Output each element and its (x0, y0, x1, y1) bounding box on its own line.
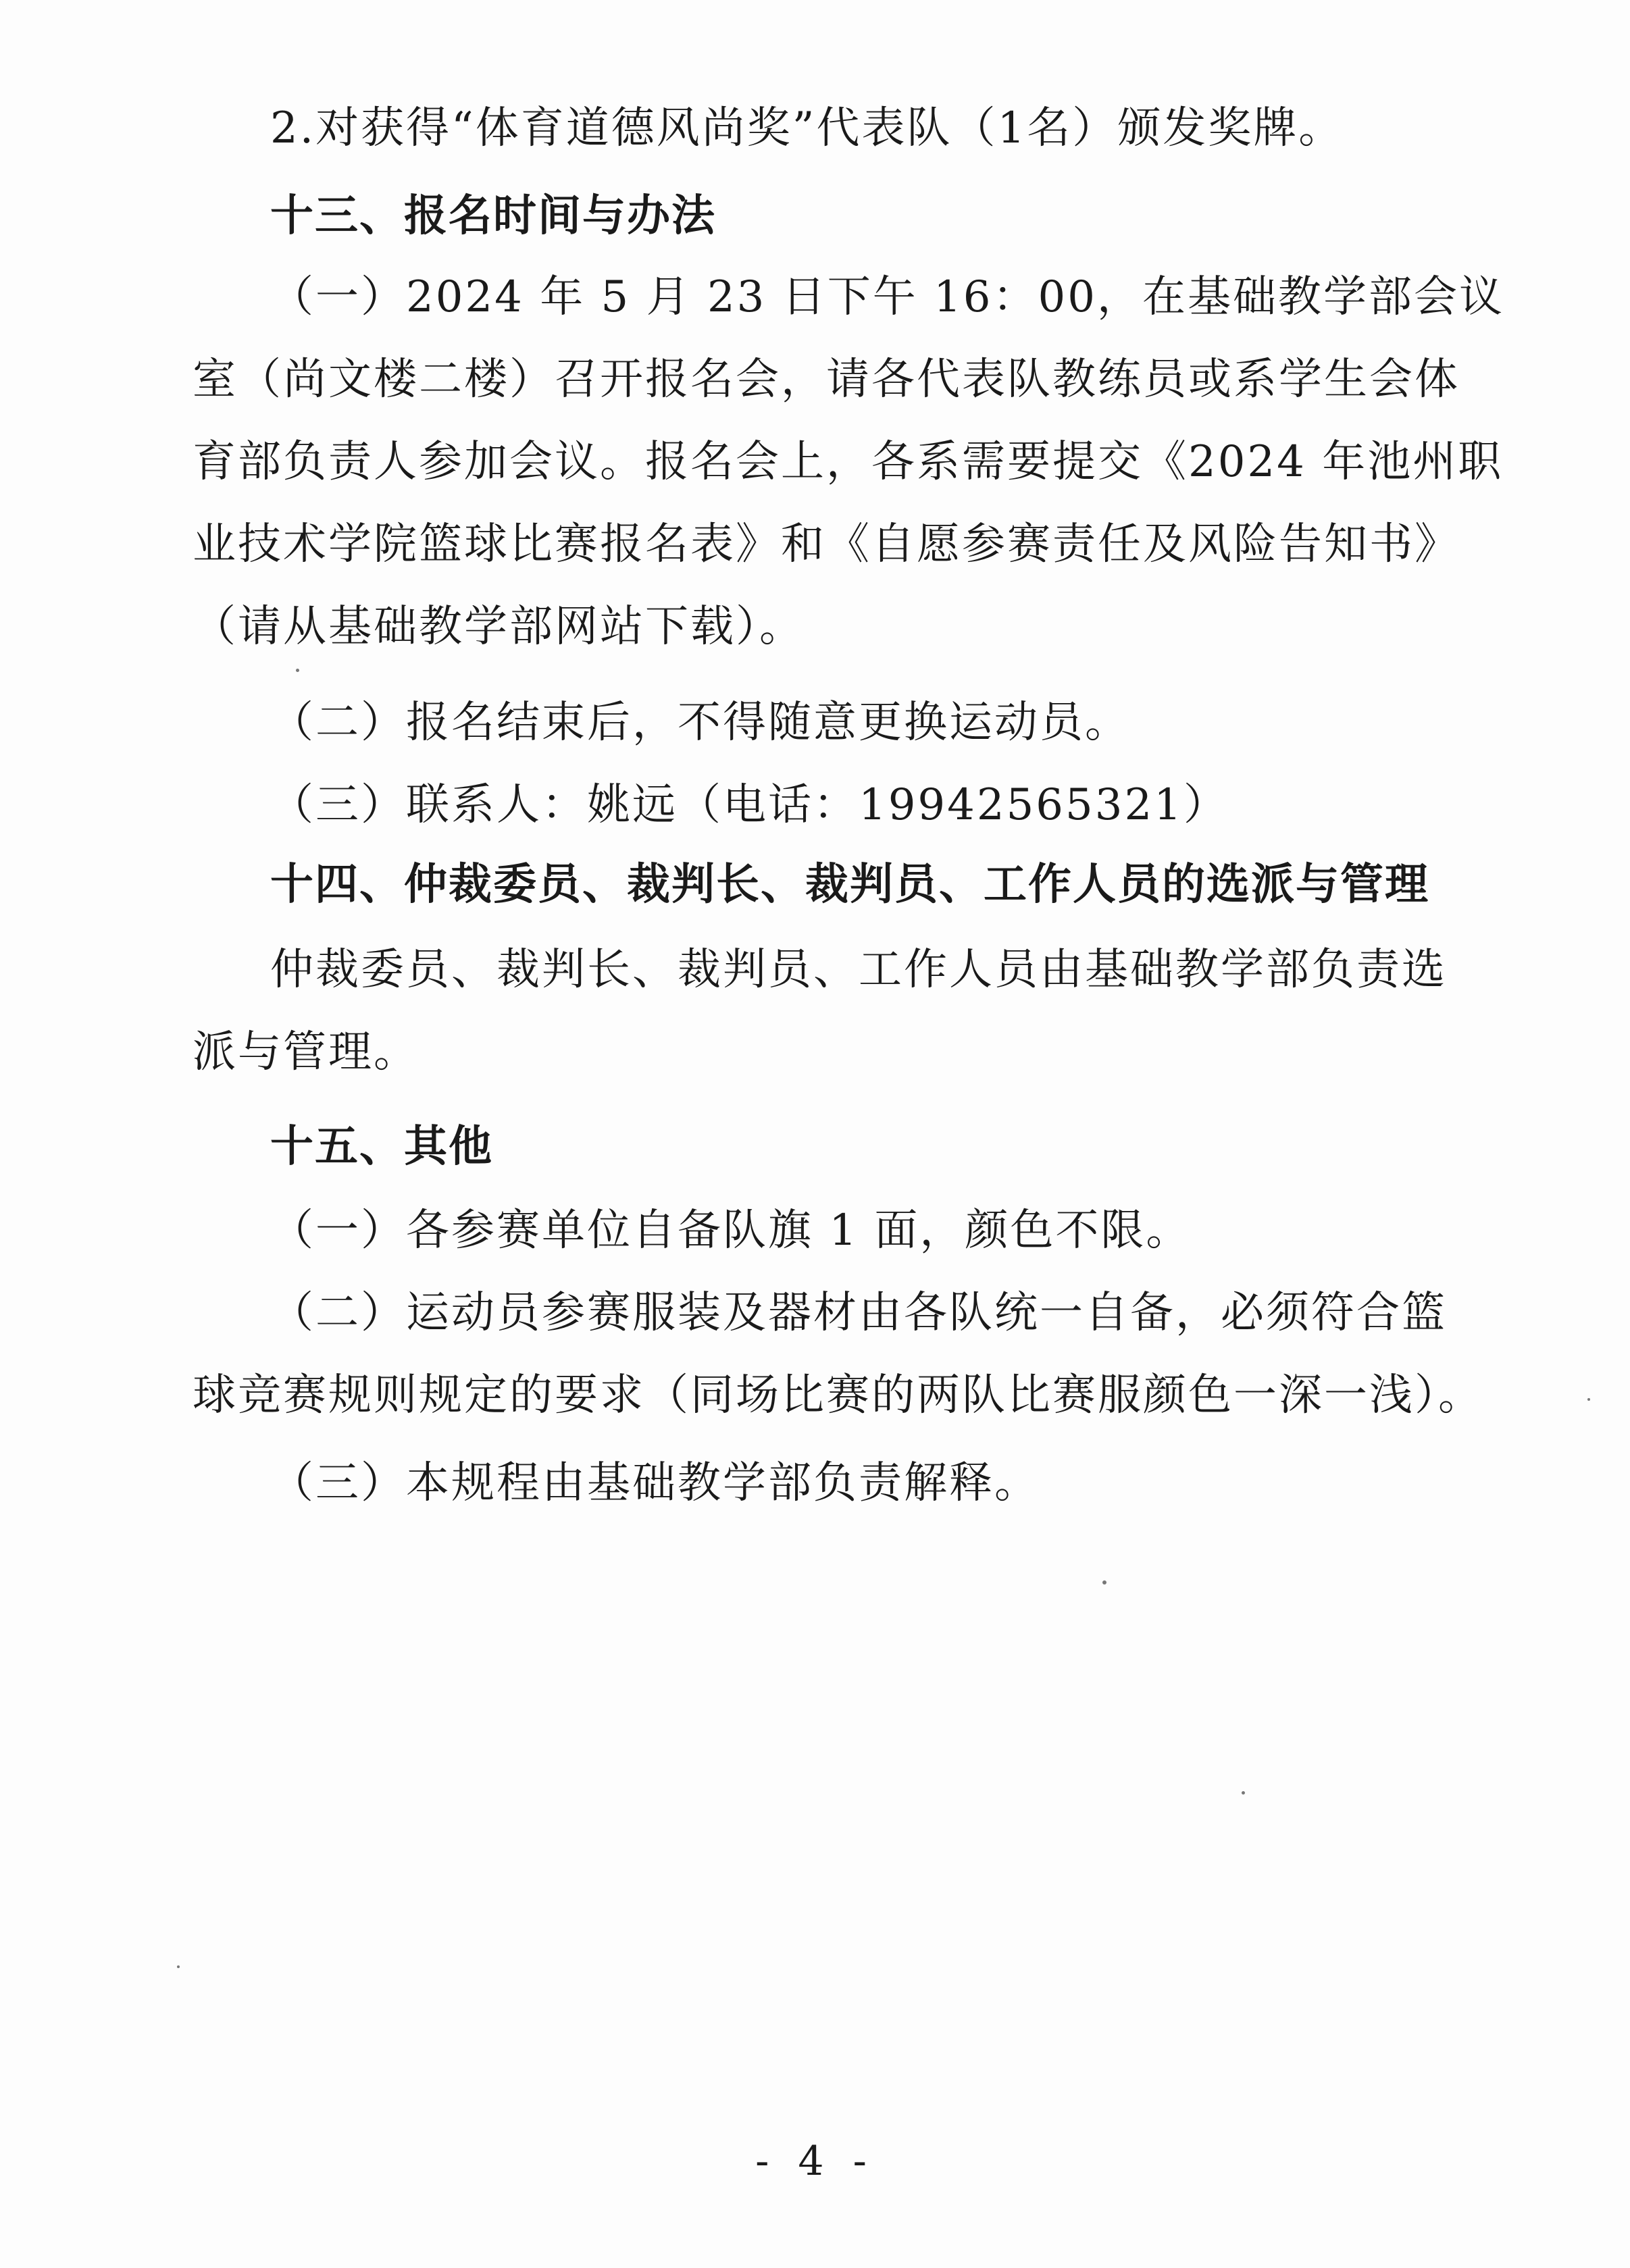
registration-paragraph-line: 业技术学院篮球比赛报名表》和《自愿参赛责任及风险告知书》 (193, 519, 1460, 569)
scan-speck (296, 669, 299, 672)
section-heading-15: 十五、其他 (270, 1122, 493, 1172)
scan-speck (1242, 1791, 1245, 1795)
officials-paragraph-line: 仲裁委员、裁判长、裁判员、工作人员由基础教学部负责选 (270, 945, 1447, 995)
other-item-2-line: 球竞赛规则规定的要求（同场比赛的两队比赛服颜色一深一浅）。 (193, 1370, 1483, 1420)
section-heading-13: 十三、报名时间与办法 (270, 191, 716, 241)
registration-paragraph-line: 室（尚文楼二楼）召开报名会，请各代表队教练员或系学生会体 (193, 355, 1460, 405)
scan-speck (177, 1965, 180, 1968)
other-item-1: （一）各参赛单位自备队旗 1 面，颜色不限。 (270, 1206, 1192, 1256)
registration-paragraph-line: （一）2024 年 5 月 23 日下午 16：00，在基础教学部会议 (270, 272, 1504, 322)
contact-person: （三）联系人：姚远（电话：19942565321） (270, 780, 1229, 830)
scan-speck (1102, 1580, 1106, 1584)
registration-paragraph-line: 育部负责人参加会议。报名会上，各系需要提交《2024 年池州职 (193, 437, 1504, 487)
section-heading-14: 十四、仲裁委员、裁判长、裁判员、工作人员的选派与管理 (270, 860, 1429, 910)
registration-paragraph-line: （请从基础教学部网站下载）。 (193, 602, 805, 652)
other-item-2-line: （二）运动员参赛服装及器材由各队统一自备，必须符合篮 (270, 1288, 1447, 1338)
scan-speck (1587, 1398, 1590, 1401)
registration-item-2: （二）报名结束后，不得随意更换运动员。 (270, 698, 1130, 748)
award-item-2: 2.对获得“体育道德风尚奖”代表队（1名）颁发奖牌。 (270, 103, 1344, 153)
other-item-3: （三）本规程由基础教学部负责解释。 (270, 1458, 1040, 1508)
officials-paragraph-line: 派与管理。 (193, 1027, 419, 1077)
page-number: - 4 - (755, 2138, 875, 2185)
